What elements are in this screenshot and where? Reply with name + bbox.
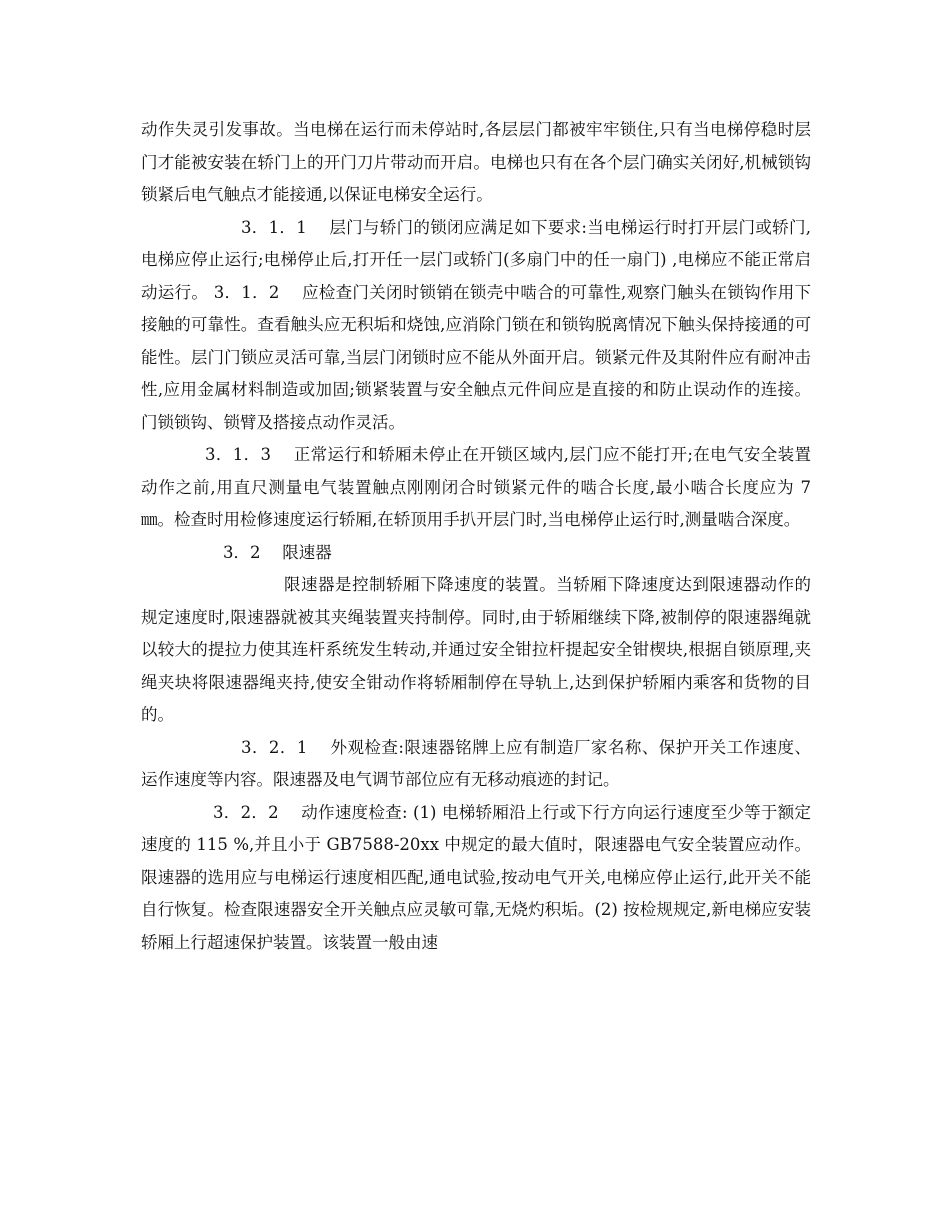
paragraph-section-3-2-1: 3．2．1 外观检查:限速器铭牌上应有制造厂家名称、保护开关工作速度、运作速度等内容。限速器及电气调节部位应有无移动痕迹的封记。	[141, 737, 811, 789]
paragraph-intro: 动作失灵引发事故。当电梯在运行而未停站时,各层层门都被牢牢锁住,只有当电梯停稳时层门才能被安装在轿门上的开门刀片带动而开启。电梯也只有在各个层门确实关闭好,机械锁钩锁紧后电气触点才能接通,以保证电梯安全运行。	[141, 120, 811, 204]
paragraph-section-3-1-1: 3．1．1 层门与轿门的锁闭应满足如下要求:当电梯运行时打开层门或轿门,电梯应停止运行;电梯停止后,打开任一层门或轿门(多扇门中的任一扇门) ,电梯应不能正常启动运行。 3．1．2 应检查门关闭时锁销在锁壳中啮合的可靠性,观察门触头在锁钩作用下接触的可靠性。查看触头应无积垢和烧蚀,应消除门锁在和锁钩脱离情况下触头保持接通的可能性。层门门锁应灵活可靠,当层门闭锁时应不能从外面开启。锁紧元件及其附件应有耐冲击性,应用金属材料制造或加固;锁紧装置与安全触点元件间应是直接的和防止误动作的连接。门锁锁钩、锁臂及搭接点动作灵活。	[141, 217, 811, 432]
heading-section-3-2: 3．2 限速器	[223, 542, 332, 562]
paragraph-section-3-2-2: 3．2．2 动作速度检查: (1) 电梯轿厢沿上行或下行方向运行速度至少等于额定速度的 115 %,并且小于 GB7588-20xx 中规定的最大值时，限速器电气安全装置应动作。限速器的选用应与电梯运行速度相匹配,通电试验,按动电气开关,电梯应停止运行,此开关不能自行恢复。检查限速器安全开关触点应灵敏可靠,无烧灼积垢。(2) 按检规规定,新电梯应安装轿厢上行超速保护装置。该装置一般由速	[141, 802, 811, 952]
paragraph-section-3-1-3: 3．1．3 正常运行和轿厢未停止在开锁区域内,层门应不能打开;在电气安全装置动作之前,用直尺测量电气装置触点刚刚闭合时锁紧元件的啮合长度,最小啮合长度应为 7 ㎜。检查时用检修速度运行轿厢,在轿顶用手扒开层门时,当电梯停止运行时,测量啮合深度。	[141, 445, 811, 529]
document-body	[141, 114, 811, 959]
paragraph-section-3-2-body: 限速器是控制轿厢下降速度的装置。当轿厢下降速度达到限速器动作的规定速度时,限速器就被其夹绳装置夹持制停。同时,由于轿厢继续下降,被制停的限速器绳就以较大的提拉力使其连杆系统发生转动,并通过安全钳拉杆提起安全钳楔块,根据自锁原理,夹绳夹块将限速器绳夹持,使安全钳动作将轿厢制停在导轨上,达到保护轿厢内乘客和货物的目的。	[141, 575, 811, 724]
